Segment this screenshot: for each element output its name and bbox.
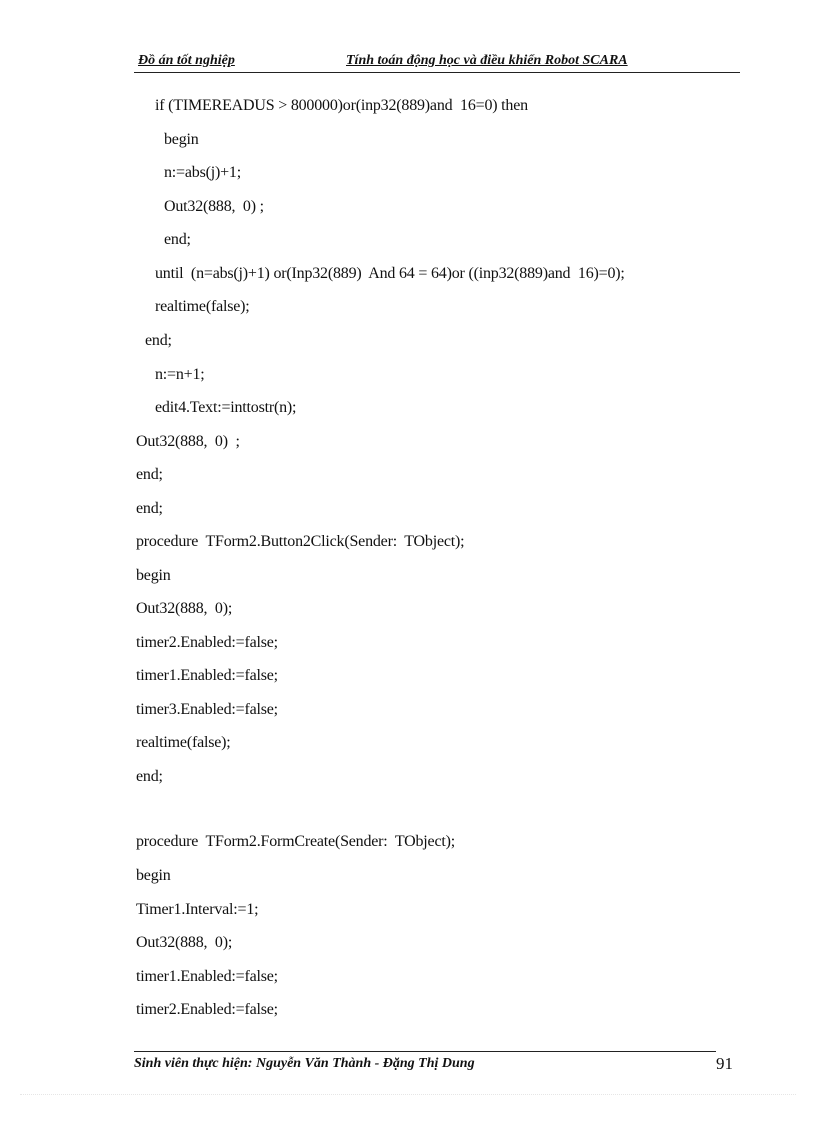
page-number: 91 (716, 1054, 733, 1073)
code-line: timer3.Enabled:=false; (136, 701, 278, 718)
code-line: timer2.Enabled:=false; (136, 634, 278, 651)
code-line: begin (136, 867, 171, 884)
code-line: begin (136, 567, 171, 584)
code-line: begin (164, 131, 199, 148)
code-line: timer1.Enabled:=false; (136, 968, 278, 985)
code-line: end; (136, 466, 163, 483)
page-header (134, 52, 740, 73)
code-line: timer2.Enabled:=false; (136, 1001, 278, 1018)
code-line: realtime(false); (136, 734, 231, 751)
code-line: Timer1.Interval:=1; (136, 901, 259, 918)
code-line: procedure TForm2.Button2Click(Sender: TObject); (136, 533, 465, 550)
code-line: timer1.Enabled:=false; (136, 667, 278, 684)
code-line: end; (136, 500, 163, 517)
footer-divider (134, 1051, 716, 1052)
code-line: until (n=abs(j)+1) or(Inp32(889) And 64 = 64)or ((inp32(889)and 16)=0); (155, 265, 625, 282)
code-line: procedure TForm2.FormCreate(Sender: TObject); (136, 833, 455, 850)
code-line: Out32(888, 0) ; (136, 433, 240, 450)
code-line: end; (164, 231, 191, 248)
page-bottom-divider (20, 1094, 796, 1095)
code-line: if (TIMEREADUS > 800000)or(inp32(889)and 16=0) then (155, 97, 528, 114)
code-line: realtime(false); (155, 298, 250, 315)
code-line: Out32(888, 0); (136, 600, 233, 617)
code-line: Out32(888, 0) ; (164, 198, 264, 215)
code-line: n:=n+1; (155, 366, 205, 383)
header-thesis-label: Đồ án tốt nghiệp (138, 53, 235, 68)
footer-authors: Sinh viên thực hiện: Nguyễn Văn Thành - Đặng Thị Dung (134, 1056, 475, 1071)
code-line: Out32(888, 0); (136, 934, 233, 951)
header-topic-title: Tính toán động học và điều khiển Robot SCARA (346, 53, 628, 68)
code-line: end; (145, 332, 172, 349)
code-line: n:=abs(j)+1; (164, 164, 241, 181)
code-line: edit4.Text:=inttostr(n); (155, 399, 297, 416)
code-line: end; (136, 768, 163, 785)
